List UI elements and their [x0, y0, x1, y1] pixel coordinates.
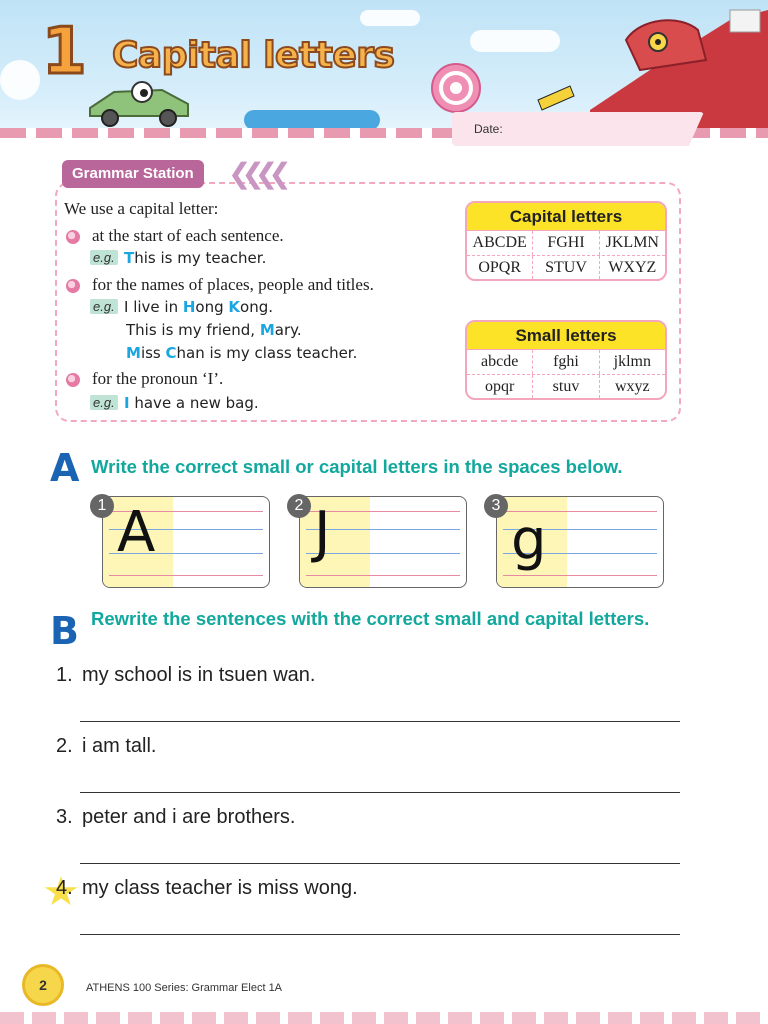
rule-text: for the names of places, people and titles. [92, 275, 374, 294]
question-2: 2. i am tall. [56, 735, 157, 757]
example-sentence: This is my friend, Mary. [126, 321, 302, 339]
table-cell: FGHI [532, 231, 598, 255]
table-cell: WXYZ [599, 256, 665, 279]
rule-text: for the pronoun ‘I’. [92, 369, 224, 388]
item-number: 2 [287, 494, 311, 518]
lollipop-bullet-icon [66, 230, 80, 244]
answer-line-1[interactable] [80, 721, 680, 722]
grammar-station-tab: Grammar Station [62, 160, 204, 188]
example-sentence: This is my teacher. [124, 249, 267, 267]
item-number: 3 [484, 494, 508, 518]
question-3: 3. peter and i are brothers. [56, 806, 296, 828]
car-illustration [84, 78, 194, 128]
table-row [467, 231, 665, 255]
small-letters-table [465, 320, 667, 400]
table-row [467, 350, 665, 374]
table-row [467, 255, 665, 279]
section-b-label: B [50, 609, 79, 653]
table-cell: stuv [532, 375, 598, 398]
table-cell: jklmn [599, 350, 665, 374]
table-cell: JKLMN [599, 231, 665, 255]
table-cell: ABCDE [472, 234, 527, 251]
answer-line-4[interactable] [80, 934, 680, 935]
example-sentence: Miss Chan is my class teacher. [126, 344, 358, 362]
example-sentence: I live in Hong Kong. [124, 298, 273, 316]
series-title: ATHENS 100 Series: Grammar Elect 1A [86, 982, 283, 994]
table-title: Small letters [467, 322, 665, 350]
page-title: Capital letters [112, 35, 395, 76]
answer-line-3[interactable] [80, 863, 680, 864]
chapter-number: 1 [42, 15, 87, 89]
question-4: 4. my class teacher is miss wong. [56, 877, 358, 899]
question-1: 1. my school is in tsuen wan. [56, 664, 316, 686]
section-a-label: A [50, 446, 80, 490]
date-label: Date: [474, 122, 503, 136]
eg-label: e.g. [90, 299, 118, 314]
answer-line-2[interactable] [80, 792, 680, 793]
given-letter: g [511, 508, 547, 573]
table-cell: wxyz [599, 375, 665, 398]
footer-stripe [0, 1012, 768, 1024]
section-b-instruction: Rewrite the sentences with the correct small and capital letters. [91, 608, 650, 629]
table-cell: OPQR [478, 259, 521, 276]
example-sentence: I have a new bag. [124, 394, 259, 412]
item-number: 1 [90, 494, 114, 518]
writing-box-1[interactable] [102, 496, 270, 588]
capital-letters-table [465, 201, 667, 281]
lollipop-bullet-icon [66, 279, 80, 293]
eg-label: e.g. [90, 250, 118, 265]
eg-label: e.g. [90, 395, 118, 410]
rule-text: at the start of each sentence. [92, 226, 284, 245]
table-cell: STUV [532, 256, 598, 279]
table-row [467, 374, 665, 398]
given-letter: J [314, 500, 331, 565]
table-cell: fghi [532, 350, 598, 374]
table-title: Capital letters [467, 203, 665, 231]
table-cell: opqr [485, 378, 515, 395]
candy-platform [244, 110, 380, 130]
dragon-illustration [530, 0, 768, 130]
section-a-instruction: Write the correct small or capital letters in the spaces below. [91, 456, 623, 477]
lollipop-bullet-icon [66, 373, 80, 387]
grammar-intro: We use a capital letter: [64, 199, 219, 218]
writing-box-2[interactable] [299, 496, 467, 588]
page-number: 2 [39, 977, 47, 993]
writing-box-3[interactable] [496, 496, 664, 588]
table-cell: abcde [481, 353, 519, 370]
given-letter: A [117, 500, 156, 565]
chevron-icon: ❮❮❮❮ [228, 157, 282, 190]
